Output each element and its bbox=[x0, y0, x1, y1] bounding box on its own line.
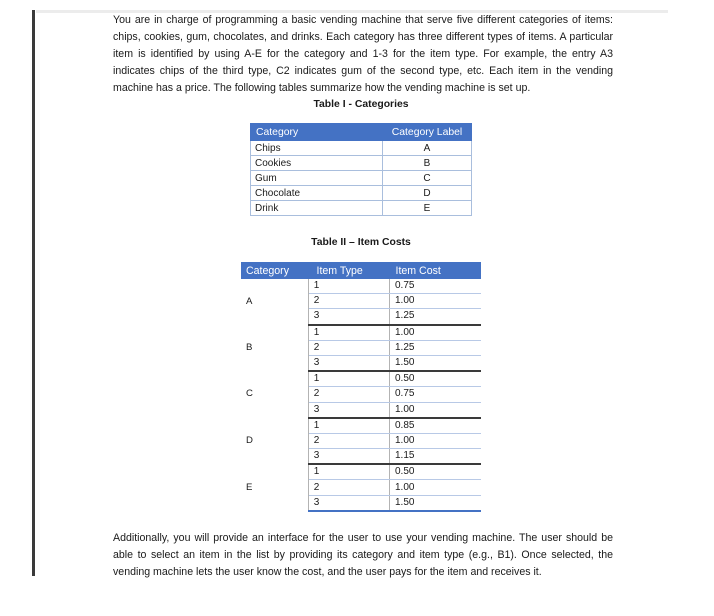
table1-category-cell: Drink bbox=[251, 201, 383, 216]
item-type-cell: 3 bbox=[313, 310, 320, 322]
item-cost-cell: 1.00 bbox=[390, 433, 482, 448]
table-row bbox=[251, 201, 472, 216]
table1-header-category: Category bbox=[251, 124, 383, 141]
table-row bbox=[251, 141, 472, 156]
page-left-border bbox=[32, 10, 35, 576]
item-type-cell: 3 bbox=[313, 357, 320, 369]
item-type-cell: 1 bbox=[313, 373, 320, 385]
item-type-cell: 2 bbox=[313, 434, 320, 446]
item-type-cell: 2 bbox=[313, 341, 320, 353]
table1-category-cell: Chocolate bbox=[251, 186, 383, 201]
item-cost-cell: 1.25 bbox=[390, 340, 482, 355]
item-cost-cell: 0.75 bbox=[390, 279, 482, 294]
group-category-cell: D bbox=[241, 418, 309, 465]
table1-label-cell: B bbox=[383, 156, 472, 171]
item-cost-cell: 0.50 bbox=[390, 464, 482, 480]
table-row bbox=[251, 171, 472, 186]
table-row bbox=[241, 418, 481, 434]
item-cost-cell: 1.50 bbox=[390, 355, 482, 371]
table2-header-category: Category bbox=[241, 263, 309, 280]
item-cost-cell: 1.00 bbox=[390, 294, 482, 309]
item-cost-cell: 1.15 bbox=[390, 449, 482, 465]
item-type-cell: 1 bbox=[313, 280, 320, 292]
item-cost-cell: 0.85 bbox=[390, 418, 482, 434]
table-row bbox=[251, 156, 472, 171]
item-cost-cell: 0.50 bbox=[390, 371, 482, 387]
item-type-cell: 2 bbox=[313, 388, 320, 400]
table1-caption: Table I - Categories bbox=[313, 99, 409, 110]
table-row bbox=[241, 279, 481, 294]
table-row bbox=[241, 371, 481, 387]
item-type-cell: 3 bbox=[313, 496, 320, 508]
table1-category-cell: Cookies bbox=[251, 156, 383, 171]
table2-caption: Table II – Item Costs bbox=[311, 237, 411, 248]
categories-table bbox=[250, 123, 472, 216]
table2-header-item-cost: Item Cost bbox=[390, 263, 482, 280]
item-type-cell: 2 bbox=[313, 481, 320, 493]
group-category-cell: B bbox=[241, 325, 309, 372]
outro-paragraph: Additionally, you will provide an interface for the user to use your vending machine. The user should be able to select an item in the list by providing its category and item type (e.g., B1). Once selected, the vending machine lets the user know the cost, and the user pays for the item and receives it. bbox=[113, 532, 613, 578]
table1-label-cell: A bbox=[383, 141, 472, 156]
table1-label-cell: E bbox=[383, 201, 472, 216]
item-type-cell: 1 bbox=[313, 466, 320, 478]
table1-header-label: Category Label bbox=[383, 124, 472, 141]
table-row bbox=[251, 186, 472, 201]
table2-header-row bbox=[241, 263, 481, 280]
group-category-cell: A bbox=[241, 279, 309, 325]
intro-paragraph: You are in charge of programming a basic vending machine that serve five different categories of items: chips, cookies, gum, chocolates, and drinks. Each category has three different types of items. A particular item is identified by using A-E for the category and 1-3 for the item type. For example, the entry A3 indicates chips of the third type, C2 indicates gum of the second type, etc. Each item in the vending machine has a price. The following tables summarize how the vending machine is set up. bbox=[113, 14, 613, 94]
table2-header-item-type: Item Type bbox=[309, 263, 390, 280]
item-cost-cell: 1.00 bbox=[390, 325, 482, 341]
table-row bbox=[241, 325, 481, 341]
item-type-cell: 2 bbox=[313, 295, 320, 307]
item-cost-cell: 1.50 bbox=[390, 495, 482, 511]
table-row bbox=[241, 464, 481, 480]
item-cost-cell: 0.75 bbox=[390, 387, 482, 402]
item-type-cell: 1 bbox=[313, 326, 320, 338]
table1-label-cell: C bbox=[383, 171, 472, 186]
table1-header-row bbox=[251, 124, 472, 141]
table1-category-cell: Chips bbox=[251, 141, 383, 156]
table1-label-cell: D bbox=[383, 186, 472, 201]
item-type-cell: 3 bbox=[313, 403, 320, 415]
item-cost-cell: 1.00 bbox=[390, 480, 482, 495]
item-costs-table bbox=[241, 262, 481, 512]
item-cost-cell: 1.25 bbox=[390, 309, 482, 325]
item-type-cell: 3 bbox=[313, 450, 320, 462]
item-type-cell: 1 bbox=[313, 419, 320, 431]
table1-category-cell: Gum bbox=[251, 171, 383, 186]
group-category-cell: C bbox=[241, 371, 309, 418]
item-cost-cell: 1.00 bbox=[390, 402, 482, 418]
group-category-cell: E bbox=[241, 464, 309, 511]
